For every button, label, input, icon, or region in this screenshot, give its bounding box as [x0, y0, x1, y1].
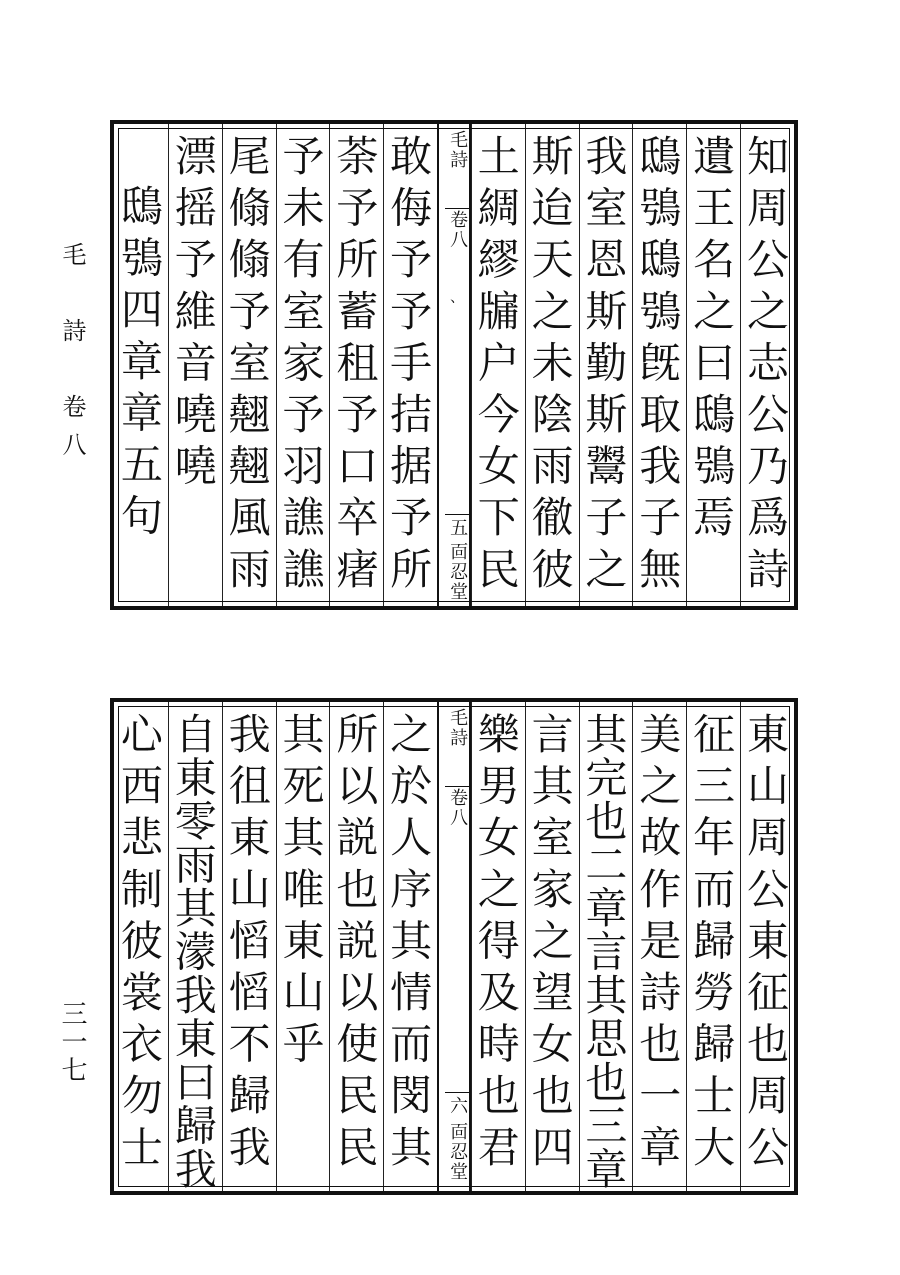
fold-folio: 五 — [447, 518, 469, 538]
text-column: 所以説也説以使民民 — [329, 702, 383, 1191]
text-column: 心西悲制彼裳衣勿士 — [114, 712, 164, 1177]
fold-rule — [445, 208, 469, 209]
text-column: 我室恩斯勤斯鬻子之 — [579, 124, 633, 606]
text-column: 予未有室家予羽譙譙 — [276, 124, 330, 606]
top-sheet — [110, 120, 798, 610]
text-column: 東山周公東征也周公 — [740, 702, 794, 1191]
page-number: 三一七 — [57, 1000, 87, 1084]
text-column: 美之故作是詩也一章 — [632, 702, 686, 1191]
text-column: 其完也二章言其思也三章 — [579, 702, 633, 1191]
text-column: 言其室家之望女也四 — [525, 702, 579, 1191]
fold-rule — [445, 1092, 469, 1093]
fold-volume: 卷八 — [447, 210, 469, 250]
text-column: 之於人序其情而閔其 — [383, 702, 437, 1191]
fold-studio: 靣忍堂 — [447, 1122, 469, 1182]
center-fold — [437, 702, 471, 1191]
fold-rule — [445, 514, 469, 515]
fold-rule — [445, 786, 469, 787]
bottom-sheet — [110, 698, 798, 1195]
text-column: 鴟鴞四章章五句 — [114, 184, 164, 546]
text-column: 漂摇予維音嘵嘵 — [168, 124, 222, 606]
fold-title: 毛詩 — [447, 130, 469, 170]
fold-volume: 卷八 — [447, 788, 469, 828]
center-fold — [437, 124, 471, 606]
text-column: 敢侮予予手拮据予所 — [383, 124, 437, 606]
text-column: 斯迨天之未陰雨徹彼 — [525, 124, 579, 606]
text-column: 荼予所蓄租予口卒瘏 — [329, 124, 383, 606]
text-column: 鴟鴞鴟鴞旣取我子無 — [632, 124, 686, 606]
text-column: 征三年而歸勞歸士大 — [686, 702, 740, 1191]
running-title: 毛 詩 卷八 — [58, 242, 86, 470]
fold-folio: 六 — [447, 1096, 469, 1116]
text-column: 其死其唯東山乎 — [276, 702, 330, 1191]
text-column: 樂男女之得及時也君 — [471, 702, 525, 1191]
text-column: 遺王名之曰鴟鴞焉 — [686, 124, 740, 606]
text-column: 土綢繆牖户今女下民 — [471, 124, 525, 606]
fold-studio: 靣忍堂 — [447, 542, 469, 602]
text-column: 知周公之志公乃爲詩 — [740, 124, 794, 606]
text-column: 我徂東山慆慆不歸我 — [222, 702, 276, 1191]
text-column: 自東零雨其濛我東曰歸我 — [168, 702, 222, 1191]
fold-mark: 、 — [450, 290, 465, 306]
text-column: 尾翛翛予室翹翹風雨 — [222, 124, 276, 606]
fold-title: 毛詩 — [447, 708, 469, 748]
